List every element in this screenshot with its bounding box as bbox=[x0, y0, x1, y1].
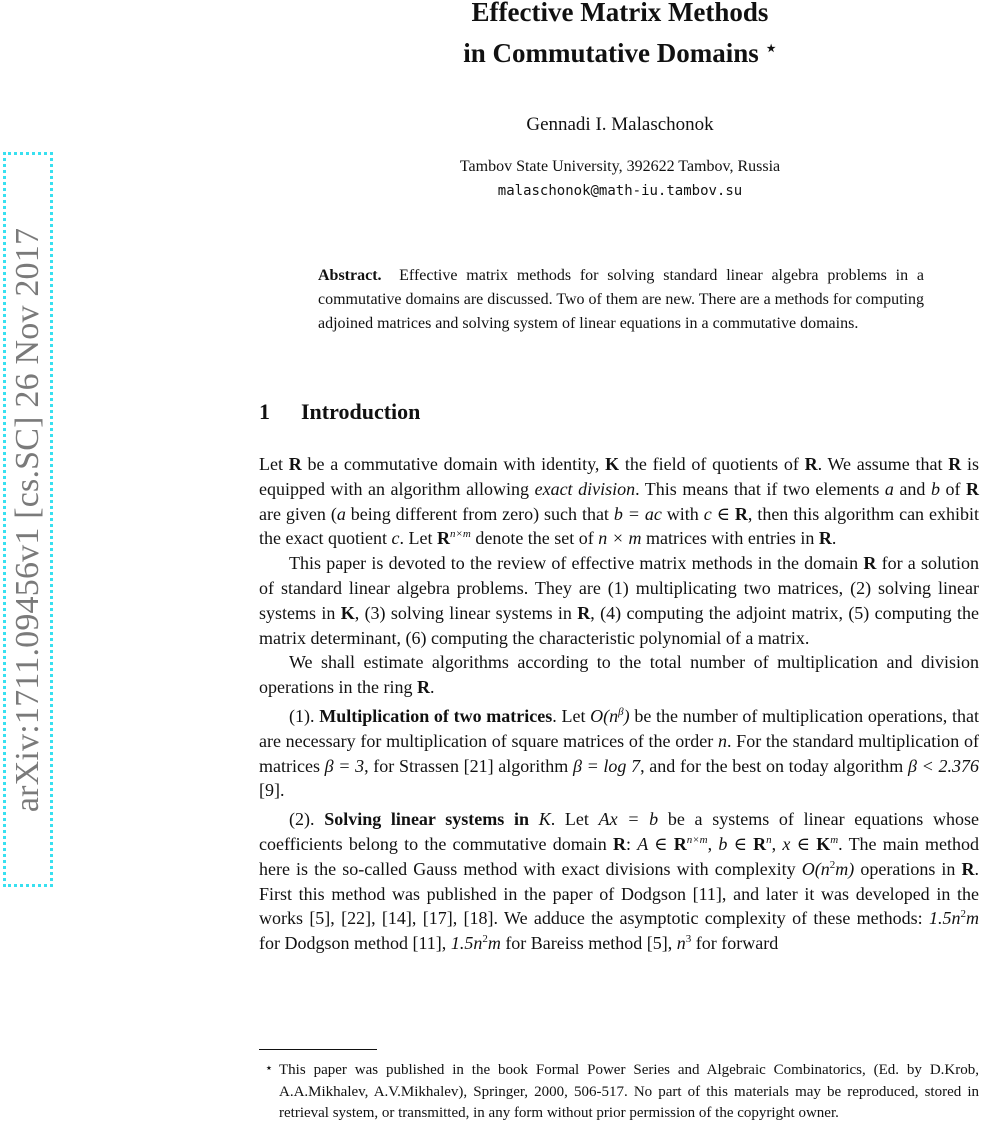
paragraph-3: We shall estimate algorithms according to the total number of multiplication and division operations in the ring R. bbox=[259, 652, 979, 698]
paragraph-2: This paper is devoted to the review of effective matrix methods in the domain R for a solution of standard linear algebra problems. They are (1) multiplicating two matrices, (2) solving linear systems in K, (3) solving linear systems in R, (4) computing the adjoint matrix, (5) computing the matrix determinant, (6) computing the characteristic polynomial of a matrix. bbox=[259, 553, 979, 648]
paragraph-4-multiplication: (1). Multiplication of two matrices. Let $O(n^\beta)$ be the number of multiplication operations, that are necessary for multiplication of square matrices of the order n. For the standard multiplication of matrices β = 3, for Strassen [21] algorithm β = log 7, and for the best on today algorithm β < 2.376 [9]. bbox=[259, 705, 979, 801]
section-heading-introduction bbox=[259, 399, 420, 425]
title-footnote-mark: ⋆ bbox=[765, 38, 777, 58]
author-email: malaschonok@math-iu.tambov.su bbox=[497, 183, 743, 199]
body-text bbox=[259, 452, 979, 956]
abstract bbox=[318, 264, 924, 336]
footnote-text: This paper was published in the book Formal Power Series and Algebraic Combinatorics, (Ed. by D.Krob, A.A.Mikhalev, A.V.Mikhalev), Springer, 2000, 506-517. No part of this materials may be reproduced, stored in retrieval system, or transmitted, in any form without prior permission of the copyright owner. bbox=[279, 1062, 979, 1121]
paper-title-text: in Commutative Domains bbox=[463, 38, 759, 68]
section-number: 1 bbox=[259, 399, 270, 424]
footnote-rule bbox=[259, 1049, 377, 1050]
author-affiliation: Tambov State University, 392622 Tambov, Russia bbox=[459, 158, 781, 175]
abstract-label: Abstract. bbox=[318, 267, 382, 284]
arxiv-identifier: arXiv:1711.09456v1 [cs.SC] 26 Nov 2017 bbox=[9, 227, 46, 812]
footnote bbox=[259, 1057, 979, 1125]
paper-title-line-1: Effective Matrix Methods bbox=[471, 0, 769, 27]
section-title: Introduction bbox=[301, 399, 421, 424]
abstract-text: Effective matrix methods for solving standard linear algebra problems in a commutative domains are discussed. Two of them are new. There are a methods for computing adjoined matrices and solving system of linear equations in a commutative domains. bbox=[318, 267, 924, 332]
paragraph-5-linear-systems: (2). Solving linear systems in K. Let Ax = b be a systems of linear equations whose coefficients belong to the commutative domain R: A ∈ $R^{n\times m}$, b ∈ $R^n$, x ∈ $K^m$. The main method here is the so-called Gauss method with exact divisions with complexity $O(n^2m)$ operations in R. First this method was published in the paper of Dodgson [11], and later it was developed in the works [5], [22], [14], [17], [18]. We adduce the asymptotic complexity of these methods: $1.5n^2m$ for Dodgson method [11], $1.5n^2m$ for Bareiss method [5], $n^3$ for forward bbox=[259, 809, 980, 954]
author-name: Gennadi I. Malaschonok bbox=[526, 114, 714, 135]
footnote-mark: ⋆ bbox=[264, 1060, 274, 1075]
paragraph-1: Let R be a commutative domain with identity, K the field of quotients of R. We assume that R is equipped with an algorithm allowing exact division. This means that if two elements a and b of R are given (a being different from zero) such that b = ac with c ∈ R, then this algorithm can exhibit the exact quotient c. Let $R^{n\times m}$ denote the set of n × m matrices with entries in R. bbox=[259, 454, 980, 549]
arxiv-sidebar-stamp bbox=[3, 152, 53, 887]
paper-title-line-2 bbox=[260, 30, 980, 71]
